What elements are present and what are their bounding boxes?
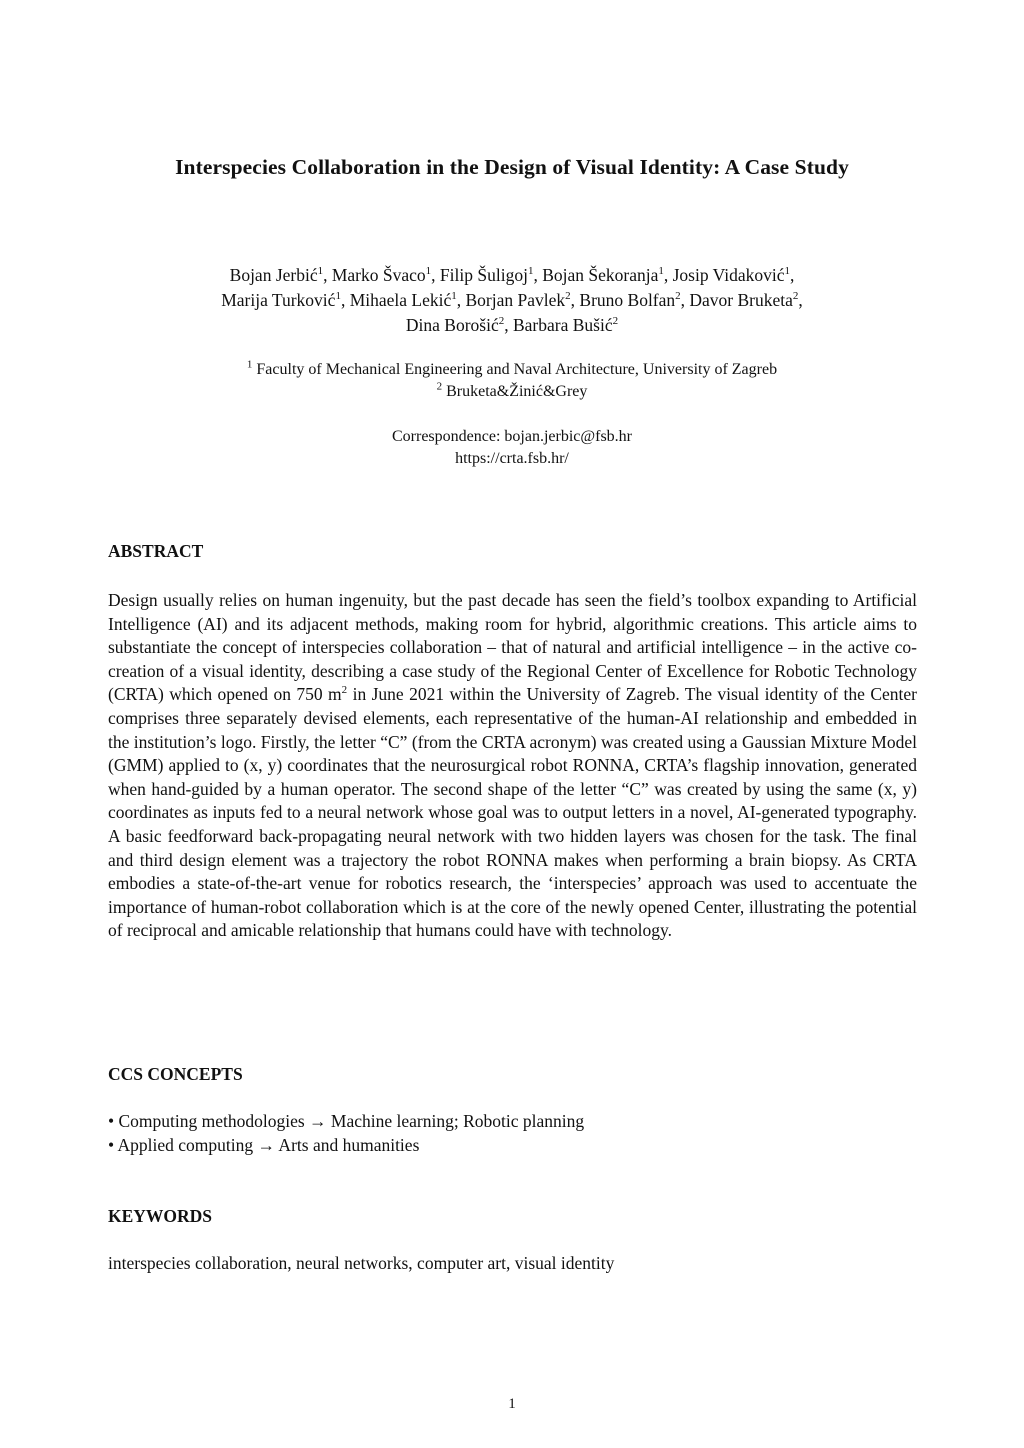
author-affiliation-mark: 2 (675, 290, 681, 303)
author-separator: , (456, 290, 466, 310)
affiliation-list (110, 359, 914, 403)
author-affiliation-mark: 1 (425, 265, 432, 278)
correspondence-block (110, 426, 914, 470)
author-separator: , (340, 290, 350, 310)
author-separator: , (431, 265, 440, 285)
paper-title: Interspecies Collaboration in the Design of Visual Identity: A Case Study (175, 155, 849, 179)
author-name: Bojan Šekoranja (542, 265, 659, 285)
affiliation-1 (110, 359, 914, 381)
author-name: Filip Šuligoj (439, 265, 528, 285)
author-affiliation-mark: 1 (658, 265, 664, 278)
author-affiliation-mark: 1 (317, 265, 324, 278)
author-list (110, 263, 914, 338)
author-name: Bruno Bolfan (579, 290, 676, 310)
author-name: Marija Turković (221, 290, 336, 310)
correspondence-email[interactable]: Correspondence: bojan.jerbic@fsb.hr (392, 428, 632, 445)
keywords-heading: KEYWORDS (108, 1206, 213, 1226)
author-name: Bojan Jerbić (229, 265, 318, 285)
author-name: Josip Vidaković (672, 265, 785, 285)
author-line-2 (110, 288, 914, 313)
author-name: Mihaela Lekić (349, 290, 452, 310)
project-url-link[interactable]: https://crta.fsb.hr/ (455, 450, 569, 467)
author-affiliation-mark: 1 (451, 290, 457, 303)
affiliation-2 (110, 381, 914, 403)
ccs-concepts-heading: CCS CONCEPTS (108, 1064, 243, 1084)
abstract-heading: ABSTRACT (108, 541, 204, 561)
author-affiliation-mark: 2 (565, 290, 571, 303)
author-line-1 (110, 263, 914, 288)
author-affiliation-mark: 2 (498, 315, 505, 328)
page-number: 1 (508, 1396, 516, 1412)
author-line-3 (110, 313, 914, 338)
ccs-concept-item: • Applied computing → Arts and humanities (108, 1134, 420, 1155)
author-affiliation-mark: 1 (784, 265, 790, 278)
abstract-text-part: in June 2021 within the University of Zagreb. The visual identity of the Center comprises three separately devised elements, each representative of the human-AI relationship and embedded in the institution’s logo. Firstly, the letter “C” (from the CRTA acronym) was created using a Gaussian Mixture Model (GMM) applied to (x, y) coordinates that the neurosurgical robot RONNA, CRTA’s flagship innovation, generated when hand-guided by a human operator. The second shape of the letter “C” was created by using the same (x, y) coordinates as inputs fed to a neural network whose goal was to output letters in a novel, AI-generated typography. A basic feedforward back-propagating neural network with two hidden layers was chosen for the task. The final and third design element was a trajectory the robot RONNA makes when performing a brain biopsy. As CRTA embodies a state-of-the-art venue for robotics research, the ‘interspecies’ approach was used to accentuate the importance of human-robot collaboration which is at the core of the newly opened Center, illustrating the potential of reciprocal and amicable relationship that humans could have with technology. (108, 684, 917, 941)
affiliation-text: Faculty of Mechanical Engineering and Naval Architecture, University of Zagreb (252, 361, 778, 378)
affiliation-mark: 2 (436, 380, 443, 393)
author-affiliation-mark: 2 (792, 290, 799, 303)
author-separator: , (663, 265, 673, 285)
abstract-text-part: Design usually relies on human ingenuity, but the past decade has seen the field’s toolbox expanding to Artificial Intelligence (AI) and its adjacent methods, making room for hybrid, algorithmic creations. This article aims to substantiate the concept of interspecies collaboration – that of natural and artificial intelligence – in the active co-creation of a visual identity, describing a case study of the Regional Center of Excellence for Robotic Technology (CRTA) which opened on 750 m (108, 590, 917, 705)
square-meter-superscript: 2 (341, 684, 348, 697)
author-separator: , (570, 290, 580, 310)
author-affiliation-mark: 2 (612, 315, 619, 328)
author-name: Borjan Pavlek (465, 290, 566, 310)
author-separator: , (680, 290, 690, 310)
author-name: Barbara Bušić (512, 315, 613, 335)
author-name: Marko Švaco (331, 265, 426, 285)
author-separator: , (789, 265, 795, 285)
ccs-concept-item: • Computing methodologies → Machine learning; Robotic planning (108, 1111, 585, 1131)
author-separator: , (504, 315, 513, 335)
author-separator: , (798, 290, 803, 310)
affiliation-mark: 1 (246, 358, 253, 371)
author-affiliation-mark: 1 (527, 265, 534, 278)
abstract-text (108, 589, 917, 943)
affiliation-text: Bruketa&Žinić&Grey (442, 383, 588, 400)
author-separator: , (323, 265, 332, 285)
ccs-concepts-list (108, 1110, 584, 1157)
author-separator: , (533, 265, 543, 285)
author-name: Dina Borošić (405, 315, 499, 335)
author-affiliation-mark: 1 (335, 290, 341, 303)
keywords-text: interspecies collaboration, neural networks, computer art, visual identity (108, 1253, 615, 1273)
author-name: Davor Bruketa (689, 290, 793, 310)
